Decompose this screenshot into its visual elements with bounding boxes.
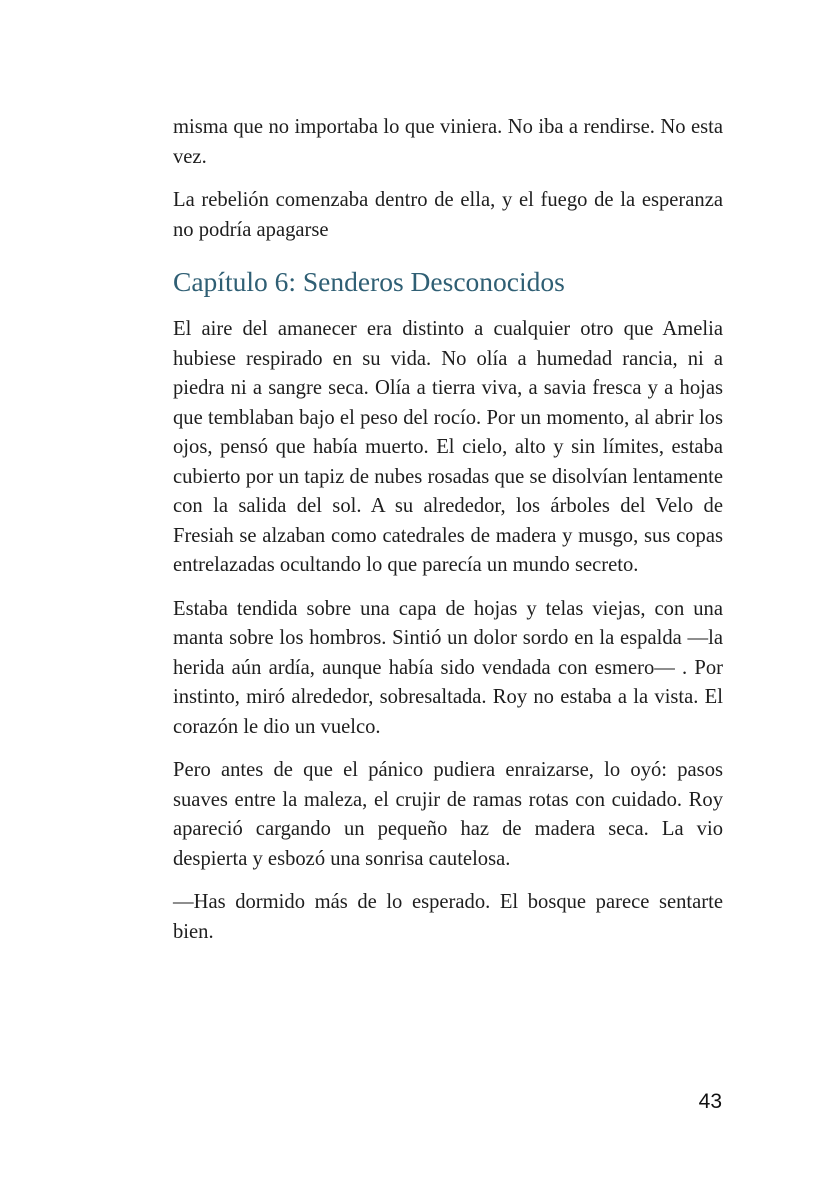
paragraph-roy-arrives: Pero antes de que el pánico pudiera enraizarse, lo oyó: pasos suaves entre la maleza, el crujir de ramas rotas con cuidado. Roy apareció cargando un pequeño haz de madera seca. La vio despierta y esbozó una sonrisa cautelosa. bbox=[173, 759, 723, 870]
page-number: 43 bbox=[698, 1090, 722, 1113]
paragraph-dawn: El aire del amanecer era distinto a cualquier otro que Amelia hubiese respirado en su vida. No olía a humedad rancia, ni a piedra ni a sangre seca. Olía a tierra viva, a savia fresca y a hojas que temblaban bajo el peso del rocío. Por un momento, al abrir los ojos, pensó que había muerto. El cielo, alto y sin límites, estaba cubierto por un tapiz de nubes rosadas que se disolvían lentamente con la salida del sol. A su alrededor, los árboles del Velo de Fresiah se alzaban como catedrales de madera y musgo, sus copas entrelazadas ocultando lo que parecía un mundo secreto. bbox=[173, 318, 723, 576]
page-body bbox=[173, 113, 723, 961]
paragraph-continuation: misma que no importaba lo que viniera. No iba a rendirse. No esta vez. bbox=[173, 116, 723, 168]
paragraph-rebellion: La rebelión comenzaba dentro de ella, y el fuego de la esperanza no podría apagarse bbox=[173, 189, 723, 241]
paragraph-dialogue: —Has dormido más de lo esperado. El bosque parece sentarte bien. bbox=[173, 891, 723, 943]
chapter-title: Capítulo 6: Senderos Desconocidos bbox=[173, 266, 565, 297]
paragraph-awakening: Estaba tendida sobre una capa de hojas y telas viejas, con una manta sobre los hombros. Sintió un dolor sordo en la espalda —la herida aún ardía, aunque había sido vendada con esmero— . Por instinto, miró alrededor, sobresaltada. Roy no estaba a la vista. El corazón le dio un vuelco. bbox=[173, 597, 723, 738]
